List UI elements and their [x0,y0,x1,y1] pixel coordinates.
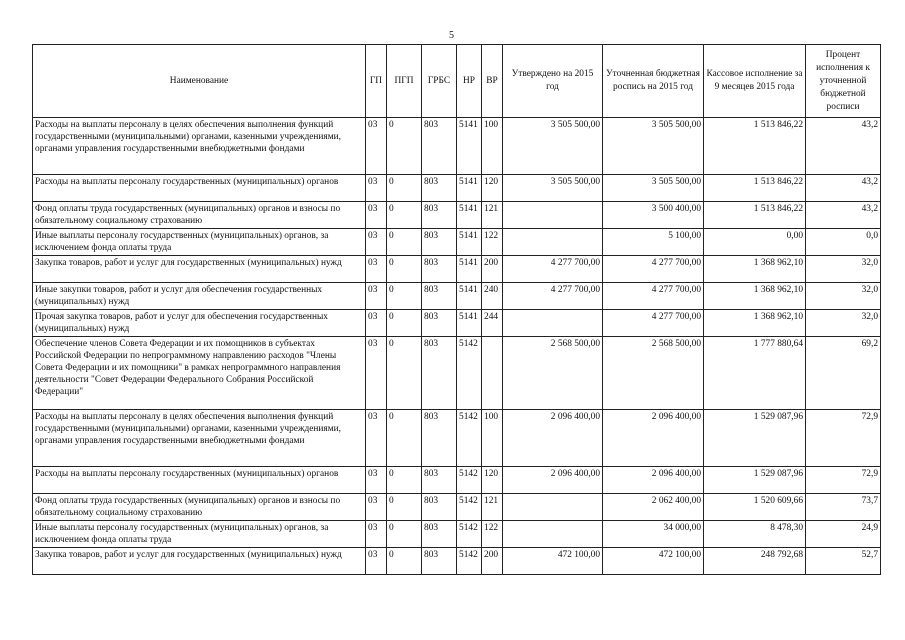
row-approved-cell [503,310,603,337]
header-approved: Утверждено на 2015 год [503,45,603,118]
row-name-cell: Фонд оплаты труда государственных (муниципальных) органов и взносы по обязательному социальному страхованию [33,494,366,521]
table-row [33,521,881,548]
row-gp-cell: 03 [366,494,387,521]
row-nr-cell: 5141 [457,175,482,202]
row-nr-cell: 5141 [457,229,482,256]
row-percent-cell: 43,2 [806,202,881,229]
row-nr-cell: 5141 [457,256,482,283]
header-nr: НР [457,45,482,118]
row-percent-cell: 52,7 [806,548,881,575]
row-gp-cell: 03 [366,521,387,548]
row-percent-cell: 43,2 [806,118,881,175]
table-row [33,310,881,337]
row-approved-cell: 2 096 400,00 [503,410,603,467]
row-gp-cell: 03 [366,310,387,337]
row-name-cell: Иные выплаты персоналу государственных (муниципальных) органов, за исключением фонда оплаты труда [33,521,366,548]
row-percent-cell: 72,9 [806,467,881,494]
row-gp-cell: 03 [366,410,387,467]
row-percent-cell: 72,9 [806,410,881,467]
row-approved-cell: 3 505 500,00 [503,175,603,202]
row-gp-cell: 03 [366,283,387,310]
table-row [33,467,881,494]
row-cash-cell: 1 368 962,10 [704,256,806,283]
row-pgp-cell: 0 [387,118,422,175]
header-refined: Уточненная бюджетная роспись на 2015 год [603,45,704,118]
row-name-cell: Фонд оплаты труда государственных (муниципальных) органов и взносы по обязательному социальному страхованию [33,202,366,229]
row-grbs-cell: 803 [422,310,457,337]
row-grbs-cell: 803 [422,256,457,283]
row-vr-cell: 100 [482,410,503,467]
row-name-cell: Прочая закупка товаров, работ и услуг для обеспечения государственных (муниципальных) нужд [33,310,366,337]
header-name: Наименование [33,45,366,118]
row-nr-cell: 5141 [457,283,482,310]
table-row [33,256,881,283]
table-row [33,494,881,521]
row-percent-cell: 69,2 [806,337,881,410]
table-row [33,118,881,175]
row-cash-cell: 1 777 880,64 [704,337,806,410]
row-nr-cell: 5141 [457,310,482,337]
header-grbs: ГРБС [422,45,457,118]
row-refined-cell: 4 277 700,00 [603,283,704,310]
row-cash-cell: 1 513 846,22 [704,175,806,202]
row-vr-cell: 121 [482,202,503,229]
budget-execution-table [32,44,881,575]
row-cash-cell: 1 513 846,22 [704,202,806,229]
table-row [33,229,881,256]
row-percent-cell: 73,7 [806,494,881,521]
header-vr: ВР [482,45,503,118]
row-grbs-cell: 803 [422,118,457,175]
row-percent-cell: 43,2 [806,175,881,202]
row-grbs-cell: 803 [422,175,457,202]
row-vr-cell: 122 [482,229,503,256]
row-gp-cell: 03 [366,548,387,575]
row-percent-cell: 32,0 [806,283,881,310]
row-pgp-cell: 0 [387,548,422,575]
row-approved-cell: 4 277 700,00 [503,256,603,283]
row-pgp-cell: 0 [387,310,422,337]
header-percent: Процент исполнения к уточненной бюджетной росписи [806,45,881,118]
row-gp-cell: 03 [366,256,387,283]
row-vr-cell: 200 [482,548,503,575]
row-refined-cell: 2 062 400,00 [603,494,704,521]
row-pgp-cell: 0 [387,467,422,494]
row-approved-cell: 4 277 700,00 [503,283,603,310]
table-row [33,548,881,575]
row-approved-cell: 2 096 400,00 [503,467,603,494]
row-vr-cell: 120 [482,467,503,494]
page-number: 5 [449,30,454,41]
row-cash-cell: 1 529 087,96 [704,410,806,467]
row-pgp-cell: 0 [387,410,422,467]
row-cash-cell: 1 513 846,22 [704,118,806,175]
row-name-cell: Расходы на выплаты персоналу в целях обеспечения выполнения функций государственными (муниципальными) органами, казенными учреждениями, органами управления государственными внебюджетными фондами [33,118,366,175]
row-approved-cell: 3 505 500,00 [503,118,603,175]
row-name-cell: Иные закупки товаров, работ и услуг для обеспечения государственных (муниципальных) нужд [33,283,366,310]
row-percent-cell: 32,0 [806,310,881,337]
row-approved-cell [503,521,603,548]
table-row [33,202,881,229]
row-vr-cell: 121 [482,494,503,521]
row-grbs-cell: 803 [422,202,457,229]
row-vr-cell: 120 [482,175,503,202]
row-gp-cell: 03 [366,118,387,175]
row-cash-cell: 1 529 087,96 [704,467,806,494]
row-nr-cell: 5141 [457,202,482,229]
table-row [33,410,881,467]
row-nr-cell: 5142 [457,521,482,548]
row-grbs-cell: 803 [422,521,457,548]
row-approved-cell [503,229,603,256]
row-nr-cell: 5142 [457,548,482,575]
row-grbs-cell: 803 [422,410,457,467]
row-refined-cell: 3 505 500,00 [603,175,704,202]
row-vr-cell: 122 [482,521,503,548]
row-percent-cell: 0,0 [806,229,881,256]
row-pgp-cell: 0 [387,521,422,548]
table-row [33,337,881,410]
row-pgp-cell: 0 [387,494,422,521]
row-gp-cell: 03 [366,337,387,410]
row-cash-cell: 248 792,68 [704,548,806,575]
row-name-cell: Расходы на выплаты персоналу государственных (муниципальных) органов [33,467,366,494]
row-refined-cell: 2 096 400,00 [603,467,704,494]
row-refined-cell: 5 100,00 [603,229,704,256]
row-grbs-cell: 803 [422,283,457,310]
row-nr-cell: 5142 [457,410,482,467]
header-gp: ГП [366,45,387,118]
row-vr-cell: 240 [482,283,503,310]
row-nr-cell: 5142 [457,467,482,494]
row-pgp-cell: 0 [387,229,422,256]
row-approved-cell: 2 568 500,00 [503,337,603,410]
row-approved-cell [503,494,603,521]
row-vr-cell: 100 [482,118,503,175]
row-cash-cell: 1 520 609,66 [704,494,806,521]
row-refined-cell: 4 277 700,00 [603,256,704,283]
row-name-cell: Расходы на выплаты персоналу государственных (муниципальных) органов [33,175,366,202]
row-nr-cell: 5141 [457,118,482,175]
row-vr-cell [482,337,503,410]
row-refined-cell: 472 100,00 [603,548,704,575]
row-gp-cell: 03 [366,229,387,256]
row-cash-cell: 1 368 962,10 [704,310,806,337]
row-percent-cell: 24,9 [806,521,881,548]
row-approved-cell [503,202,603,229]
row-name-cell: Обеспечение членов Совета Федерации и их помощников в субъектах Российской Федерации по непрограммному направлению расходов "Члены Совета Федерации и их помощники" в рамках непрограммного направления деятельности "Совет Федерации Федерального Собрания Российской Федерации" [33,337,366,410]
row-name-cell: Расходы на выплаты персоналу в целях обеспечения выполнения функций государственными (муниципальными) органами, казенными учреждениями, органами управления государственными внебюджетными фондами [33,410,366,467]
header-pgp: ПГП [387,45,422,118]
row-pgp-cell: 0 [387,283,422,310]
table-header-row [33,45,881,118]
row-name-cell: Закупка товаров, работ и услуг для государственных (муниципальных) нужд [33,548,366,575]
row-grbs-cell: 803 [422,337,457,410]
table-body [33,118,881,575]
row-cash-cell: 1 368 962,10 [704,283,806,310]
table-row [33,283,881,310]
row-gp-cell: 03 [366,202,387,229]
row-pgp-cell: 0 [387,256,422,283]
row-grbs-cell: 803 [422,229,457,256]
row-grbs-cell: 803 [422,548,457,575]
row-vr-cell: 244 [482,310,503,337]
row-cash-cell: 0,00 [704,229,806,256]
row-refined-cell: 34 000,00 [603,521,704,548]
row-grbs-cell: 803 [422,467,457,494]
row-grbs-cell: 803 [422,494,457,521]
header-cash: Кассовое исполнение за 9 месяцев 2015 года [704,45,806,118]
row-pgp-cell: 0 [387,202,422,229]
row-gp-cell: 03 [366,175,387,202]
row-nr-cell: 5142 [457,494,482,521]
row-percent-cell: 32,0 [806,256,881,283]
row-refined-cell: 3 500 400,00 [603,202,704,229]
row-refined-cell: 2 096 400,00 [603,410,704,467]
row-nr-cell: 5142 [457,337,482,410]
row-pgp-cell: 0 [387,175,422,202]
row-vr-cell: 200 [482,256,503,283]
table-row [33,175,881,202]
row-refined-cell: 3 505 500,00 [603,118,704,175]
row-approved-cell: 472 100,00 [503,548,603,575]
row-cash-cell: 8 478,30 [704,521,806,548]
row-name-cell: Закупка товаров, работ и услуг для государственных (муниципальных) нужд [33,256,366,283]
row-pgp-cell: 0 [387,337,422,410]
row-gp-cell: 03 [366,467,387,494]
row-refined-cell: 4 277 700,00 [603,310,704,337]
row-refined-cell: 2 568 500,00 [603,337,704,410]
row-name-cell: Иные выплаты персоналу государственных (муниципальных) органов, за исключением фонда оплаты труда [33,229,366,256]
